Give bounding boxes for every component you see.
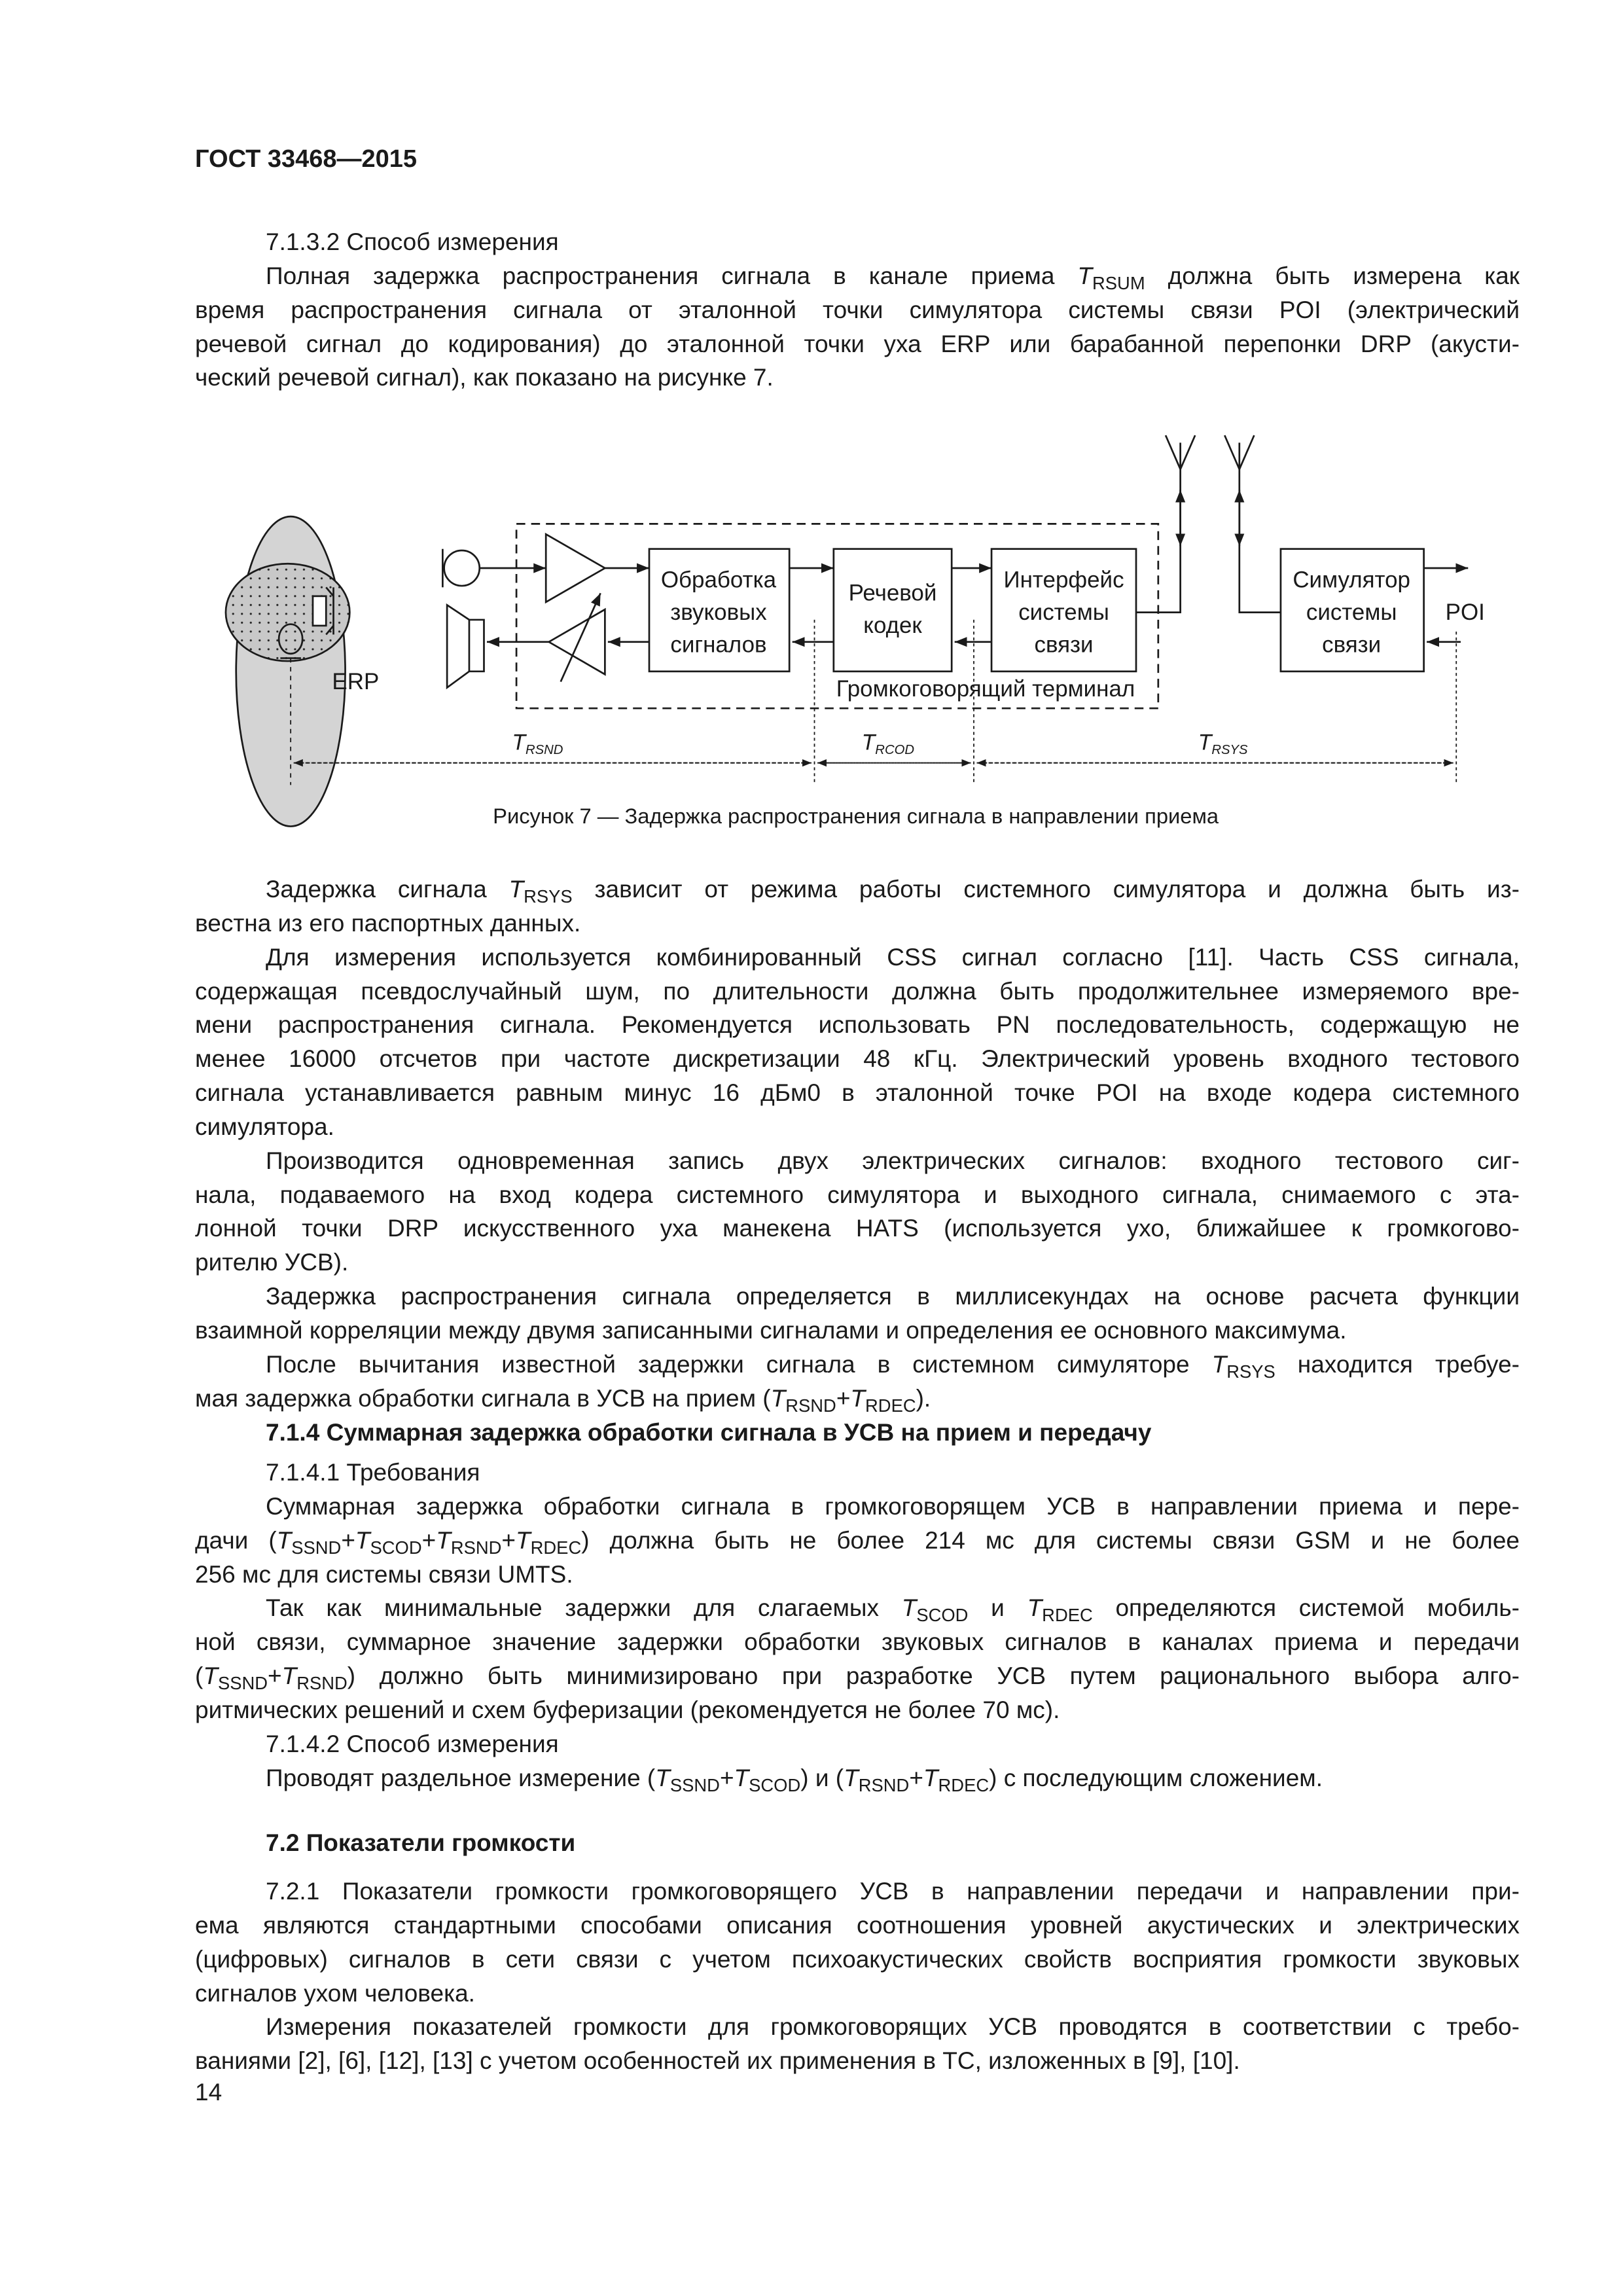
time-variable: $T_{RSND}$ <box>281 1662 348 1694</box>
text-line: взаимной корреляции между двумя записанными сигналами и определения ее основного максимума. <box>195 1316 1347 1344</box>
document-header: ГОСТ 33468—2015 <box>195 145 418 173</box>
text-line: 7.2.1 Показатели громкости громкоговорящего УСВ в направлении передачи и направлении при- <box>266 1878 1520 1905</box>
text-line: ема являются стандартными способами описания соотношения уровней акустических и электрических <box>195 1911 1520 1939</box>
text-line: 7.1.3.2 Способ измерения <box>266 228 559 255</box>
erp-label: ERP <box>332 668 380 694</box>
box-label: Симулятор <box>1293 567 1410 593</box>
figure-caption: Рисунок 7 — Задержка распространения сигнала в направлении приема <box>493 804 1219 829</box>
text-line: 7.1.4.2 Способ измерения <box>266 1730 559 1757</box>
text-line: (цифровых) сигналов в сети связи с учетом психоакустических свойств восприятия громкости звуковых <box>195 1945 1520 1973</box>
box-label: кодек <box>863 613 922 639</box>
text-line: После вычитания известной задержки сигнала в системном симуляторе $T_{RSYS}$ находится требуе- <box>266 1350 1520 1382</box>
text-line: вестна из его паспортных данных. <box>195 909 581 937</box>
text-line: симулятора. <box>195 1113 334 1140</box>
text-line: сигнала устанавливается равным минус 16 дБм0 в эталонной точке POI на входе кодера системного <box>195 1079 1520 1107</box>
time-variable: $T_{SCOD}$ <box>734 1764 801 1795</box>
text-line: ритмических решений и схем буферизации (рекомендуется не более 70 мс). <box>195 1696 1060 1723</box>
text-line: ческий речевой сигнал), как показано на рисунке 7. <box>195 364 774 391</box>
time-variable: $T_{RSYS}$ <box>508 876 573 907</box>
section-7-1-3-2 <box>195 225 1520 395</box>
text-line: ваниями [2], [6], [12], [13] с учетом особенностей их применения в ТС, изложенных в [9], [10]. <box>195 2047 1240 2075</box>
measurement-description <box>195 872 1520 1416</box>
text-line: Суммарная задержка обработки сигнала в громкоговорящем УСВ в направлении приема и пере- <box>266 1492 1520 1520</box>
box-speech-codec <box>834 549 952 672</box>
text-line: Производится одновременная запись двух электрических сигналов: входного тестового сиг- <box>266 1147 1520 1174</box>
time-variable: $T_{SSND}$ <box>203 1662 268 1694</box>
text-line: Полная задержка распространения сигнала в канале приема $T_{RSUM}$ должна быть измерена как <box>266 262 1520 294</box>
amplifier-icon <box>546 534 605 602</box>
text-line: время распространения сигнала от эталонной точки симулятора системы связи POI (электрический <box>195 296 1520 323</box>
section-7-1-4 <box>195 1456 1520 1795</box>
time-variable: $T_{RSND}$ <box>844 1764 910 1795</box>
microphone-icon <box>442 549 479 588</box>
poi-label: POI <box>1445 599 1485 625</box>
section-7-2 <box>195 1874 1520 2078</box>
box-label: связи <box>1322 632 1382 658</box>
text-line: Проводят раздельное измерение $(T_{SSND}+T_{SCOD})$ и $(T_{RSND}+T_{RDEC})$ с последующим сложением. <box>266 1764 1323 1795</box>
time-variable: $T_{RDEC}$ <box>923 1764 990 1795</box>
variable-amplifier-icon <box>549 609 605 674</box>
hats-head-icon <box>226 516 349 826</box>
text-line: содержащая псевдослучайный шум, по длительности должна быть продолжительнее измеряемого вре- <box>195 977 1520 1005</box>
text-line: ной связи, суммарное значение задержки обработки звуковых сигналов в каналах приема и передачи <box>195 1628 1520 1656</box>
time-variable: $T_{SCOD}$ <box>901 1594 969 1626</box>
box-label: системы <box>1306 599 1397 625</box>
time-variable: $T_{SCOD}$ <box>355 1526 422 1558</box>
text-line: речевой сигнал до кодирования) до эталонной точки уха ERP или барабанной перепонки DRP (акусти- <box>195 330 1520 357</box>
text-line: мени распространения сигнала. Рекомендуется использовать PN последовательность, содержащую не <box>195 1011 1520 1039</box>
text-line: дачи $(T_{SSND}+T_{SCOD}+T_{RSND}+T_{RDEC})$ должна быть не более 214 мс для системы связи GSM и не более <box>195 1526 1520 1558</box>
t-rsnd-label: $T_{RSND}$ <box>512 730 563 758</box>
t-rsys-label: $T_{RSYS}$ <box>1198 730 1248 758</box>
time-variable: $T_{RSUM}$ <box>1077 262 1145 294</box>
box-label: сигналов <box>670 632 767 658</box>
antenna-simulator-icon <box>1224 435 1281 613</box>
terminal-label: Громкоговорящий терминал <box>836 676 1135 702</box>
time-variable: $T_{SSND}$ <box>655 1764 720 1795</box>
box-label: связи <box>1034 632 1094 658</box>
time-variable: $T_{RDEC}$ <box>850 1384 916 1416</box>
text-line: 7.1.4.1 Требования <box>266 1459 480 1486</box>
loudspeaker-icon <box>447 605 484 687</box>
text-line: мая задержка обработки сигнала в УСВ на прием $(T_{RSND}+T_{RDEC})$. <box>195 1384 931 1416</box>
time-variable: $T_{RSND}$ <box>436 1526 502 1558</box>
box-label: Интерфейс <box>1003 567 1124 593</box>
text-line: рителю УСВ). <box>195 1249 349 1276</box>
time-variable: $T_{RSND}$ <box>770 1384 836 1416</box>
text-line: Задержка распространения сигнала определяется в миллисекундах на основе расчета функции <box>266 1283 1520 1310</box>
text-line: $(T_{SSND}+T_{RSND})$ должно быть минимизировано при разработке УСВ путем рационального выбора алго- <box>195 1662 1520 1694</box>
box-label: Речевой <box>848 580 937 606</box>
page-number: 14 <box>195 2079 223 2106</box>
box-label: системы <box>1018 599 1109 625</box>
time-variable: $T_{SSND}$ <box>276 1526 342 1558</box>
text-line: Задержка сигнала $T_{RSYS}$ зависит от режима работы системного симулятора и должна быть из- <box>266 876 1520 907</box>
box-label: Обработка <box>660 567 777 593</box>
text-line: лонной точки DRP искусственного уха манекена HATS (используется ухо, ближайшее к громкогово- <box>195 1215 1520 1242</box>
text-line: 7.2 Показатели громкости <box>266 1829 576 1856</box>
text-line: 7.1.4 Суммарная задержка обработки сигнала в УСВ на прием и передачу <box>266 1419 1152 1446</box>
text-line: нала, подаваемого на вход кодера системного симулятора и выходного сигнала, снимаемого с эта- <box>195 1181 1520 1208</box>
text-line: сигналов ухом человека. <box>195 1979 475 2007</box>
box-label: звуковых <box>670 599 767 625</box>
text-line: 256 мс для системы связи UMTS. <box>195 1560 573 1588</box>
text-line: Для измерения используется комбинированный CSS сигнал согласно [11]. Часть CSS сигнала, <box>266 943 1520 971</box>
time-variable: $T_{RDEC}$ <box>516 1526 582 1558</box>
time-variable: $T_{RDEC}$ <box>1027 1594 1093 1626</box>
text-line: Измерения показателей громкости для громкоговорящих УСВ проводятся в соответствии с требо- <box>266 2013 1520 2041</box>
heading-7-1-4 <box>195 1416 1520 1450</box>
text-line: менее 16000 отсчетов при частоте дискретизации 48 кГц. Электрический уровень входного тестового <box>195 1045 1520 1073</box>
heading-7-2 <box>195 1826 1520 1860</box>
text-line: Так как минимальные задержки для слагаемых $T_{SCOD}$ и $T_{RDEC}$ определяются системой мобиль- <box>266 1594 1520 1626</box>
figure-7-diagram <box>0 0 1623 851</box>
t-rcod-label: $T_{RCOD}$ <box>861 730 915 758</box>
time-variable: $T_{RSYS}$ <box>1211 1350 1275 1382</box>
